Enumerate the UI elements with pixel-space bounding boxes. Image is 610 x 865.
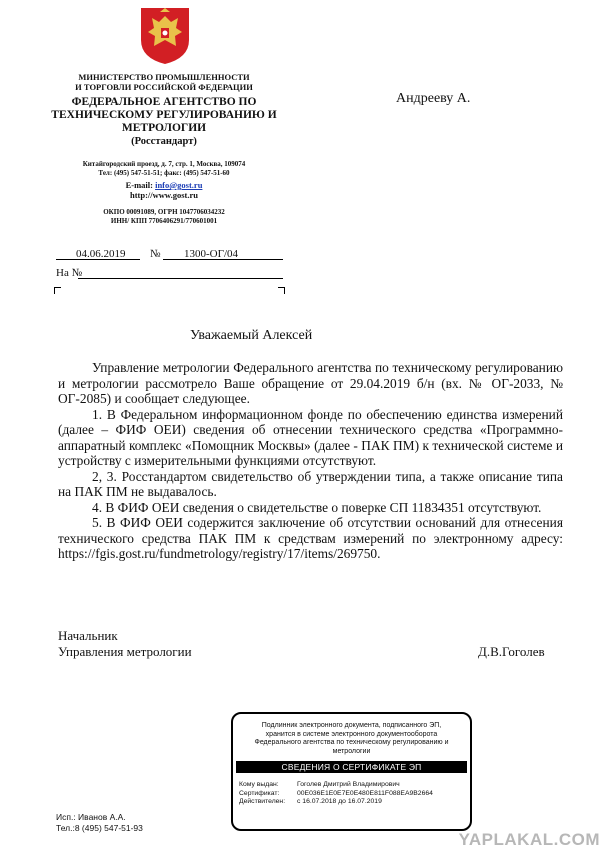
email-label: E-mail: (125, 180, 156, 190)
stamp-text-2: хранится в системе электронного документооборота (265, 730, 438, 738)
stamp-cert-row (239, 790, 470, 799)
stamp-certificate-bar: СВЕДЕНИЯ О СЕРТИФИКАТЕ ЭП (236, 761, 467, 773)
watermark: YAPLAKAL.COM (458, 830, 600, 849)
email-line (44, 180, 284, 190)
ministry-line-2: И ТОРГОВЛИ РОССИЙСКОЙ ФЕДЕРАЦИИ (75, 82, 253, 92)
executor-info (56, 812, 143, 834)
stamp-details (233, 773, 470, 807)
address-corner-right (278, 287, 285, 294)
e-signature-stamp (231, 712, 472, 831)
recipient: Андрееву А. (396, 91, 471, 106)
paragraph-4: 4. В ФИФ ОЕИ сведения о свидетельстве о поверке СП 11834351 отсутствуют. (92, 499, 542, 515)
position-line-1: Начальник (58, 628, 118, 643)
cert-label: Сертификат: (239, 789, 280, 797)
stamp-text-4: метрологии (332, 747, 371, 755)
paragraph-intro: Управление метрологии Федерального агентства по техническому регулированию и метрологии рассмотрело Ваше обращение от 29.04.2019 б/н (вх. № ОГ-2033, № ОГ-2085) и сообщает следующее. (58, 360, 563, 406)
valid-label: Действителен: (239, 798, 286, 806)
agency-name (44, 96, 284, 148)
doc-date: 04.06.2019 (76, 248, 126, 260)
agency-line-2: ТЕХНИЧЕСКОМУ РЕГУЛИРОВАНИЮ И (51, 109, 277, 121)
ministry-name (44, 72, 284, 92)
issued-label: Кому выдан: (239, 781, 279, 788)
paragraph-2-3: 2, 3. Росстандартом свидетельство об утверждении типа, а также описание типа на ПАК ПМ не выдавалось. (58, 468, 563, 499)
agency-line-3: МЕТРОЛОГИИ (121, 122, 207, 134)
letter-body (58, 360, 563, 562)
ministry-line-1: МИНИСТЕРСТВО ПРОМЫШЛЕННОСТИ (78, 72, 250, 82)
on-number-label: На № (56, 267, 83, 279)
paragraph-5: 5. В ФИФ ОЕИ содержится заключение об отсутствии оснований для отнесения технического средства ПАК ПМ к средствам измерений по электронному адресу: https://fgis.gost.ru/fundmetrology/registry/17/items/269750. (58, 515, 563, 561)
agency-line-1: ФЕДЕРАЛЬНОЕ АГЕНТСТВО ПО (71, 96, 257, 108)
agency-short: (Росстандарт) (131, 136, 197, 147)
okpo-line: ОКПО 00091089, ОГРН 1047706034232 (103, 208, 225, 216)
cert-value: 00E036E1E0E7E0E480E811F088EA9B2664 (297, 789, 433, 797)
agency-address (44, 160, 284, 177)
signatory-position (58, 628, 192, 660)
email-link[interactable]: info@gost.ru (155, 180, 203, 190)
greeting: Уважаемый Алексей (190, 328, 313, 343)
signatory-name: Д.В.Гоголев (478, 644, 545, 659)
coat-of-arms-icon (138, 6, 192, 66)
on-number-underline (78, 278, 283, 279)
stamp-notice (233, 714, 470, 756)
phones-line: Тел: (495) 547-51-51; факс: (495) 547-51-60 (98, 168, 230, 177)
contacts (44, 180, 284, 200)
inn-line: ИНН/ КПП 7706406291/770601001 (110, 216, 218, 225)
address-corner-left (54, 287, 61, 294)
stamp-text-1: Подлинник электронного документа, подписанного ЭП, (261, 722, 442, 729)
stamp-issued-row (239, 781, 470, 790)
executor-phone: Тел.:8 (495) 547-51-93 (56, 823, 143, 833)
valid-value: с 16.07.2018 до 16.07.2019 (297, 798, 382, 806)
executor-name: Исп.: Иванов А.А. (56, 812, 126, 822)
address-line: Китайгородский проезд, д. 7, стр. 1, Москва, 109074 (82, 160, 246, 168)
issued-value: Гоголев Дмитрий Владимирович (297, 781, 400, 788)
number-label: № (150, 248, 161, 260)
paragraph-1: 1. В Федеральном информационном фонде по обеспечению единства измерений (далее – ФИФ ОЕИ) сведения об отнесении технического средства «Программно-аппаратный комплекс «Помощник Москвы» (далее - ПАК ПМ) к технической системе и устройству с измерительными функциями отсутствуют. (58, 406, 563, 468)
stamp-valid-row (239, 798, 470, 807)
stamp-text-3: Федерального агентства по техническому регулированию и (254, 739, 449, 746)
doc-number: 1300-ОГ/04 (184, 248, 239, 260)
website-line[interactable]: http://www.gost.ru (129, 190, 198, 200)
registration-codes (44, 208, 284, 225)
position-line-2: Управления метрологии (58, 644, 192, 659)
